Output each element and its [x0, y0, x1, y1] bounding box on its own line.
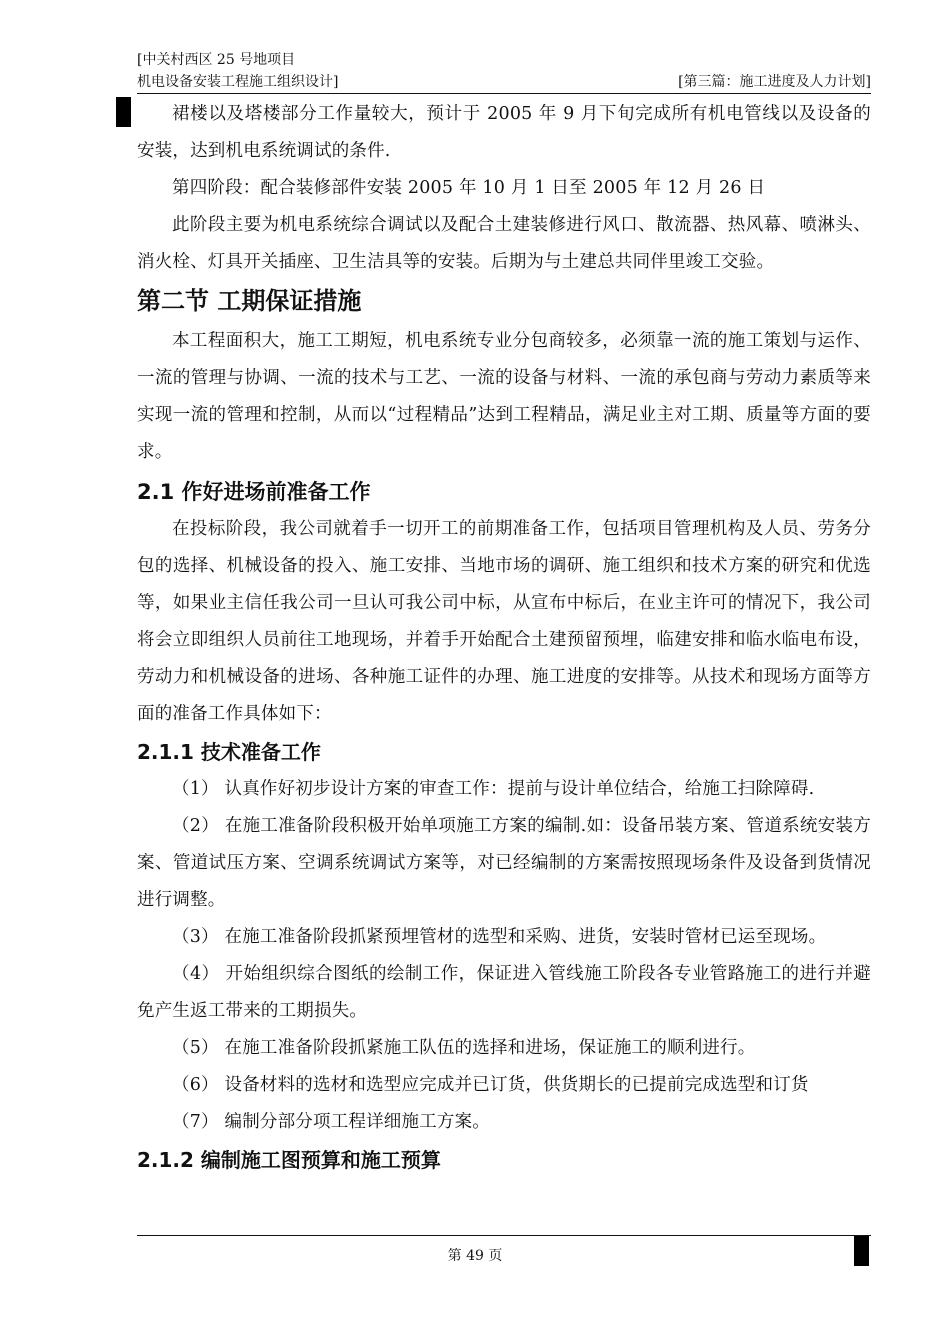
- paragraph: 此阶段主要为机电系统综合调试以及配合土建装修进行风口、散流器、热风幕、喷淋头、消火栓、灯具开关插座、卫生洁具等的安装。后期为与土建总共同伴里竣工交验。: [137, 215, 871, 272]
- list-item: （1） 认真作好初步设计方案的审查工作：提前与设计单位结合，给施工扫除障碍.: [172, 779, 815, 799]
- page-number: 第 49 页: [447, 1248, 503, 1264]
- header-rule: [137, 93, 871, 94]
- paragraph: 本工程面积大，施工工期短，机电系统专业分包商较多，必须靠一流的施工策划与运作、一流的管理与协调、一流的技术与工艺、一流的设备与材料、一流的承包商与劳动力素质等来实现一流的管理和控制，从而以“过程精品”达到工程精品，满足业主对工期、质量等方面的要求。: [137, 331, 871, 462]
- section-heading: 第二节 工期保证措施: [137, 287, 362, 315]
- list-item: （5） 在施工准备阶段抓紧施工队伍的选择和进场，保证施工的顺利进行。: [172, 1038, 756, 1058]
- paragraph: 第四阶段：配合装修部件安装 2005 年 10 月 1 日至 2005 年 12 月 26 日: [172, 178, 766, 198]
- subsubsection-heading: 2.1.1 技术准备工作: [137, 740, 321, 764]
- subsection-heading: 2.1 作好进场前准备工作: [137, 480, 371, 504]
- list-item: （6） 设备材料的选材和选型应完成并已订货，供货期长的已提前完成选型和订货: [172, 1075, 809, 1095]
- footer-rule: [137, 1235, 871, 1236]
- page-marker-top: [116, 97, 131, 127]
- paragraph: 在投标阶段，我公司就着手一切开工的前期准备工作，包括项目管理机构及人员、劳务分包的选择、机械设备的投入、施工安排、当地市场的调研、施工组织和技术方案的研究和优选等，如果业主信任我公司一旦认可我公司中标，从宣布中标后，在业主许可的情况下，我公司将会立即组织人员前往工地现场，并着手开始配合土建预留预埋，临建安排和临水临电布设，劳动力和机械设备的进场、各种施工证件的办理、施工进度的安排等。从技术和现场方面等方面的准备工作具体如下：: [137, 519, 871, 724]
- header-project-name: [中关村西区 25 号地项目: [137, 52, 296, 68]
- page-marker-bottom: [854, 1236, 869, 1266]
- list-item: （4） 开始组织综合图纸的绘制工作，保证进入管线施工阶段各专业管路施工的进行并避免产生返工带来的工期损失。: [137, 964, 871, 1021]
- list-item: （3） 在施工准备阶段抓紧预埋管材的选型和采购、进货，安装时管材已运至现场。: [172, 927, 827, 947]
- header-document-title: 机电设备安装工程施工组织设计]: [137, 74, 339, 90]
- paragraph: 裙楼以及塔楼部分工作量较大，预计于 2005 年 9 月下旬完成所有机电管线以及设备的安装，达到机电系统调试的条件.: [137, 104, 871, 161]
- subsubsection-heading: 2.1.2 编制施工图预算和施工预算: [137, 1148, 441, 1172]
- header-chapter-title: [第三篇：施工进度及人力计划]: [678, 74, 871, 90]
- page-body: [137, 96, 871, 1179]
- list-item: （7） 编制分部分项工程详细施工方案。: [172, 1112, 490, 1132]
- list-item: （2） 在施工准备阶段积极开始单项施工方案的编制.如：设备吊装方案、管道系统安装方案、管道试压方案、空调系统调试方案等，对已经编制的方案需按照现场条件及设备到货情况进行调整。: [137, 816, 871, 910]
